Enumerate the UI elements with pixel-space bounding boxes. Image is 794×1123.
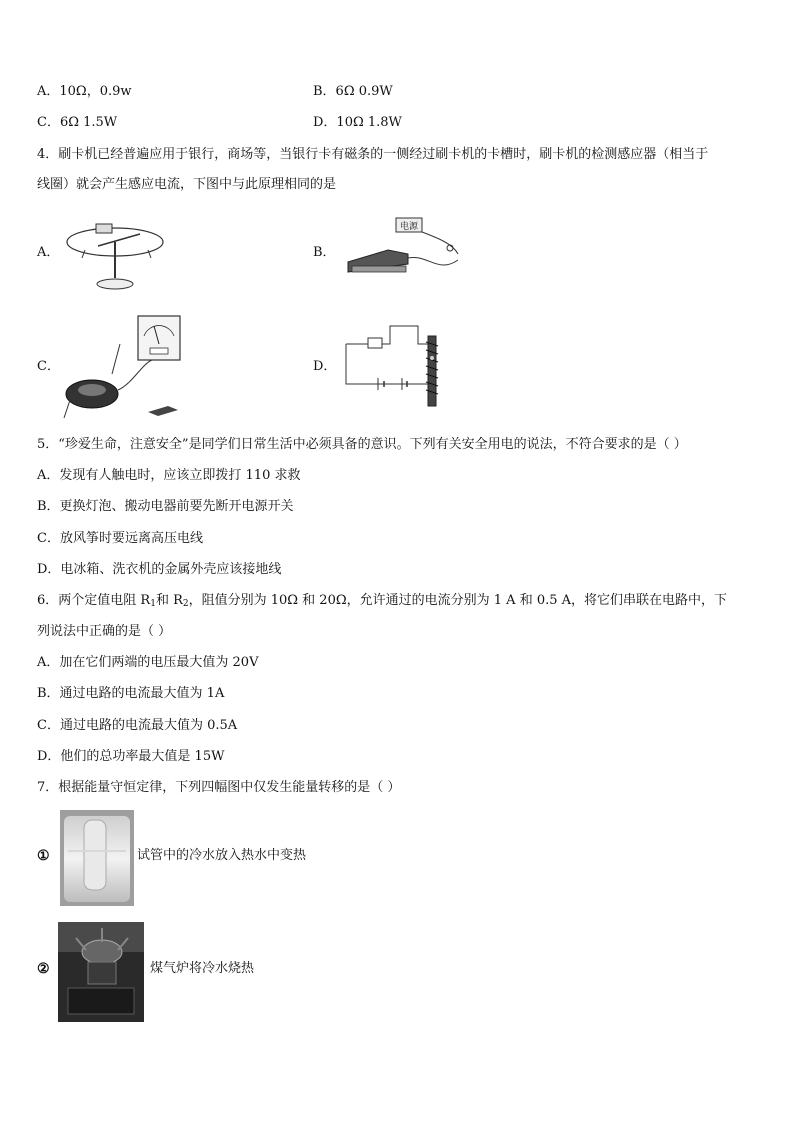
q7-item2-number: ② bbox=[37, 961, 50, 977]
q4-figure-d bbox=[338, 318, 446, 414]
q7-item2-caption: 煤气炉将冷水烧热 bbox=[150, 961, 255, 976]
q5-option-d: D．电冰箱、洗衣机的金属外壳应该接地线 bbox=[37, 562, 282, 577]
q5-stem: 5．“珍爱生命，注意安全”是同学们日常生活中必须具备的意识。下列有关安全用电的说法，不符合要求的是（ ） bbox=[37, 437, 687, 452]
q4-label-a: A． bbox=[37, 245, 60, 260]
q7-item2-photo bbox=[58, 922, 144, 1022]
q4-figure-b bbox=[338, 214, 468, 288]
q7-item1-number: ① bbox=[37, 848, 50, 864]
q6-sub1: 1 bbox=[150, 599, 156, 609]
q7-stem: 7．根据能量守恒定律，下列四幅图中仅发生能量转移的是（ ） bbox=[37, 780, 401, 795]
q4-figure-b-power-label: 电源 bbox=[399, 222, 419, 232]
q4-figure-c bbox=[62, 314, 186, 422]
q4-stem-line1: 4．刷卡机已经普遍应用于银行，商场等，当银行卡有磁条的一侧经过刷卡机的卡槽时，刷卡机的检测感应器（相当于 bbox=[37, 147, 709, 162]
q5-option-a: A．发现有人触电时，应该立即拨打 110 求救 bbox=[37, 468, 301, 483]
q4-label-b: B． bbox=[313, 245, 336, 260]
q6-stem-line2: 列说法中正确的是（ ） bbox=[37, 624, 172, 639]
q6-stem-pre: 6．两个定值电阻 R bbox=[37, 593, 151, 608]
q6-option-c: C．通过电路的电流最大值为 0.5A bbox=[37, 718, 238, 733]
q6-option-b: B．通过电路的电流最大值为 1A bbox=[37, 686, 225, 701]
q4-stem-line2: 线圈）就会产生感应电流，下图中与此原理相同的是 bbox=[37, 177, 337, 192]
q4-label-c: C． bbox=[37, 359, 60, 374]
q5-option-c: C．放风筝时要远离高压电线 bbox=[37, 531, 203, 546]
q6-sub2: 2 bbox=[182, 599, 189, 609]
q7-item1-caption: 试管中的冷水放入热水中变热 bbox=[137, 848, 307, 863]
q3-option-c: C．6Ω 1.5W bbox=[37, 115, 118, 130]
q6-stem-post: ，阻值分别为 10Ω 和 20Ω，允许通过的电流分别为 1 A 和 0.5 A，将它们串联在电路中，下 bbox=[188, 593, 728, 608]
q3-option-d: D．10Ω 1.8W bbox=[313, 115, 402, 130]
q7-item1-photo bbox=[60, 810, 134, 906]
q6-stem-line1 bbox=[37, 592, 727, 613]
q3-option-a: A．10Ω，0.9w bbox=[37, 84, 132, 99]
q4-label-d: D． bbox=[313, 359, 337, 374]
q6-option-d: D．他们的总功率最大值是 15W bbox=[37, 749, 225, 764]
q6-stem-mid: 和 R bbox=[155, 593, 183, 608]
q4-figure-a bbox=[60, 212, 170, 296]
q6-option-a: A．加在它们两端的电压最大值为 20V bbox=[37, 655, 259, 670]
q3-option-b: B．6Ω 0.9W bbox=[313, 84, 393, 99]
q5-option-b: B．更换灯泡、搬动电器前要先断开电源开关 bbox=[37, 499, 294, 514]
